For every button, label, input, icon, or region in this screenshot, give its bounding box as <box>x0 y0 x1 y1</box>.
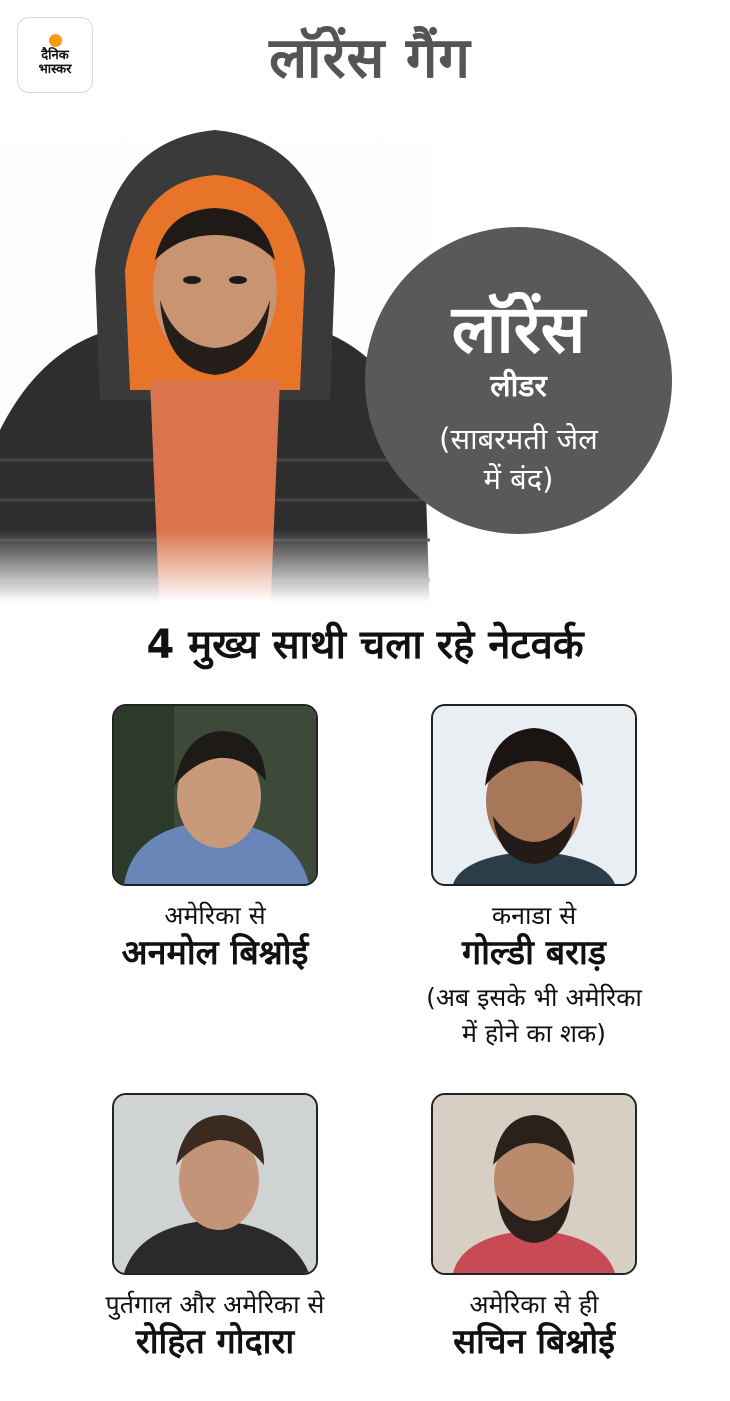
member-note-line-1: (अब इसके भी अमेरिका <box>426 983 642 1012</box>
section-subtitle: 4 मुख्य साथी चला रहे नेटवर्क <box>146 622 584 668</box>
sun-icon <box>49 34 62 47</box>
member-card <box>65 704 365 974</box>
member-name: सचिन बिश्नोई <box>453 1322 615 1362</box>
leader-note-line-2: में बंद) <box>483 462 554 496</box>
member-name: रोहित गोदारा <box>135 1322 295 1362</box>
member-name: गोल्डी बराड़ <box>461 933 607 973</box>
member-note-line-2: में होने का शक) <box>461 1019 607 1048</box>
photo-fade <box>0 530 730 620</box>
leader-name: लॉरेंस <box>451 291 586 368</box>
logo-line-1: दैनिक <box>41 47 69 63</box>
leader-badge <box>365 227 672 534</box>
member-name: अनमोल बिश्नोई <box>121 933 309 973</box>
member-origin: कनाडा से <box>491 901 577 930</box>
leader-role: लीडर <box>490 369 547 404</box>
leader-note-line-1: (साबरमती जेल <box>439 422 598 456</box>
member-origin: अमेरिका से ही <box>469 1290 599 1319</box>
dainik-bhaskar-logo[interactable] <box>17 17 93 93</box>
member-card <box>384 1093 684 1363</box>
member-card <box>65 1093 365 1363</box>
member-card <box>384 704 684 1052</box>
member-photo <box>112 704 318 886</box>
page-title: लॉरेंस गैंग <box>269 26 471 91</box>
member-origin: अमेरिका से <box>164 901 266 930</box>
member-photo <box>431 1093 637 1275</box>
member-photo <box>112 1093 318 1275</box>
logo-line-2: भास्कर <box>38 61 72 77</box>
member-photo <box>431 704 637 886</box>
member-origin: पुर्तगाल और अमेरिका से <box>105 1290 325 1319</box>
